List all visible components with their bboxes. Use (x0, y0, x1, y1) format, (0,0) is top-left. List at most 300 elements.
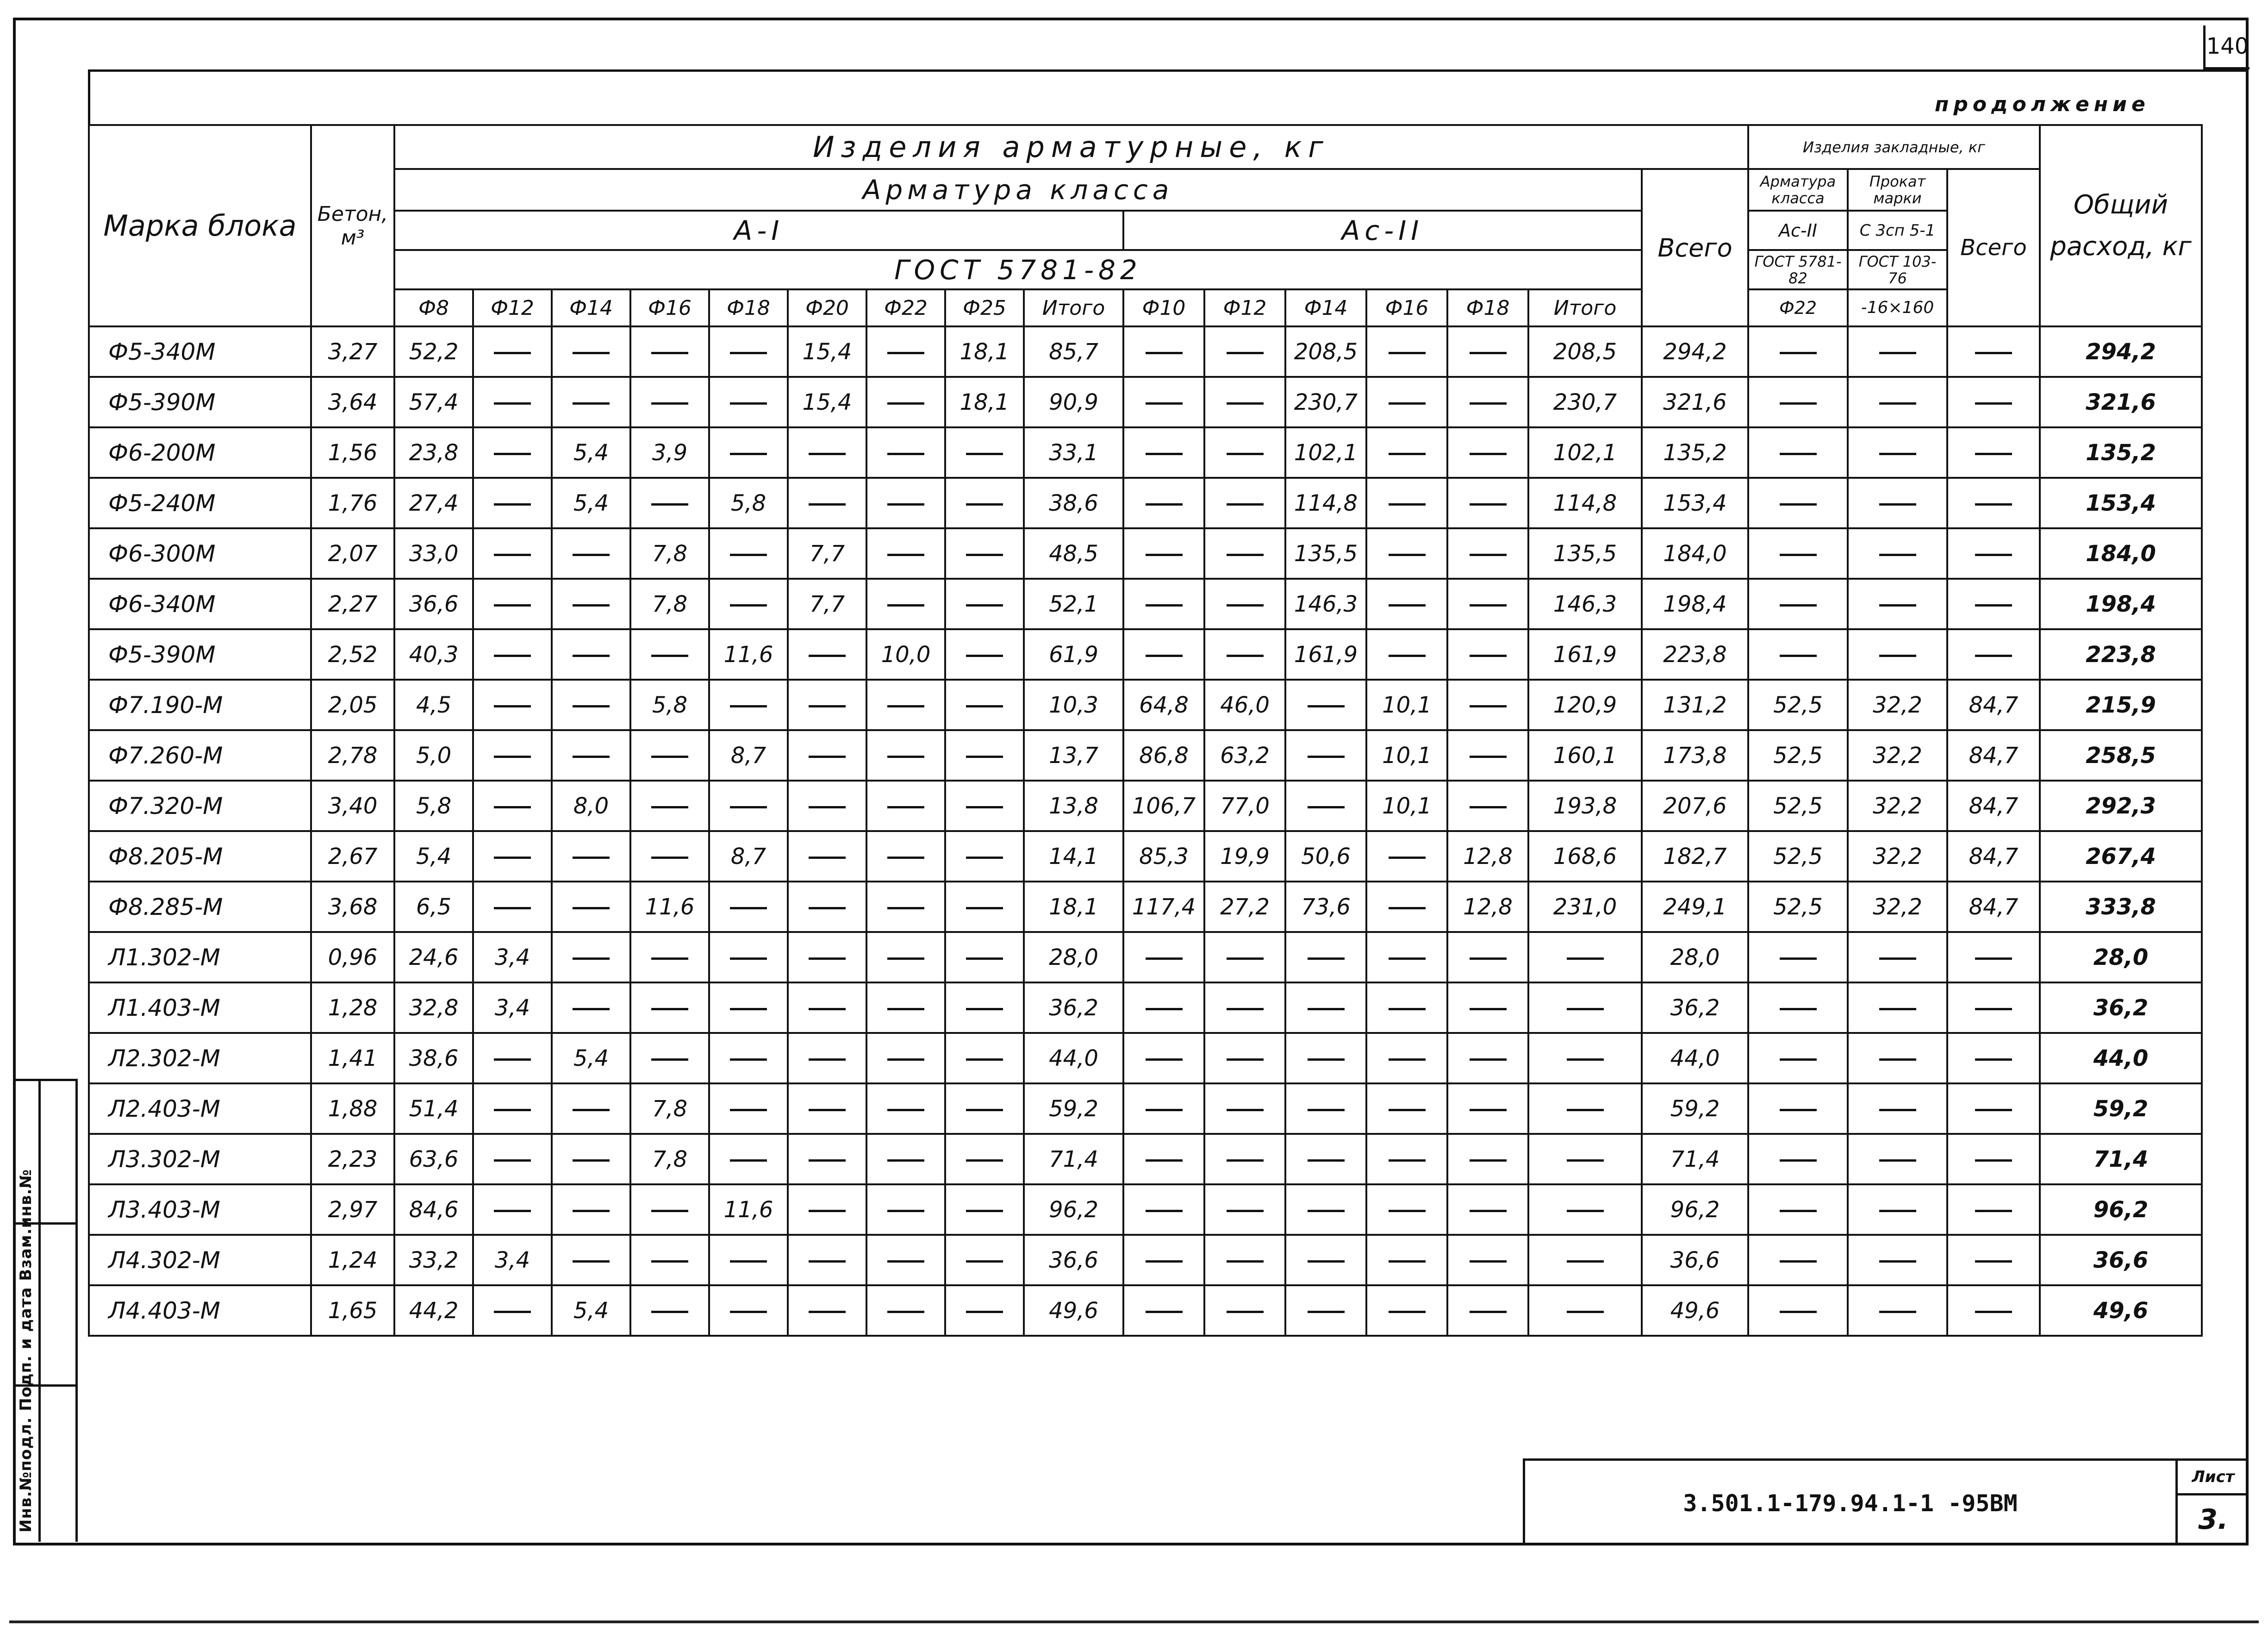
a1-value: 7,7 (788, 579, 866, 629)
a1-subtotal: 61,9 (1024, 629, 1123, 680)
a1-value (473, 326, 552, 377)
a1-value: 40,3 (394, 629, 473, 680)
a2-subtotal: 114,8 (1528, 478, 1642, 528)
rebar-total: 131,2 (1642, 680, 1748, 730)
general-total: 198,4 (2040, 579, 2202, 629)
embedded-value (1748, 1134, 1848, 1184)
a2-value (1447, 781, 1528, 831)
concrete-volume: 1,88 (311, 1083, 394, 1134)
a2-value (1123, 427, 1204, 478)
a1-value (945, 427, 1024, 478)
a2-value: 46,0 (1204, 680, 1285, 730)
empty-dash (730, 1109, 767, 1111)
a1-value (945, 781, 1024, 831)
a1-col-header: Ф12 (473, 289, 552, 326)
a1-value (788, 680, 866, 730)
a1-value: 5,0 (394, 730, 473, 781)
empty-dash (1879, 503, 1916, 506)
empty-dash (809, 453, 846, 455)
empty-dash (1146, 352, 1183, 354)
a2-value: 208,5 (1285, 326, 1366, 377)
concrete-volume: 2,52 (311, 629, 394, 680)
a1-value (866, 1083, 945, 1134)
embedded-value (1848, 579, 1947, 629)
empty-dash (730, 705, 767, 707)
empty-dash (1227, 1109, 1264, 1111)
a1-value (945, 1184, 1024, 1235)
empty-dash (1879, 352, 1916, 354)
empty-dash (730, 907, 767, 909)
empty-dash (966, 503, 1003, 506)
table-row (89, 1033, 2202, 1083)
a2-value (1204, 1235, 1285, 1285)
block-mark: Л4.302-М (89, 1235, 311, 1285)
margin-text: Инв.№подл. Подп. и дата Взам.инв.№ (17, 1169, 35, 1533)
a1-value (552, 680, 630, 730)
embedded-value: 84,7 (1947, 730, 2040, 781)
general-total: 292,3 (2040, 781, 2202, 831)
emb-rolled-sub: С 3сп 5-1 (1848, 211, 1947, 250)
a2-subtotal (1528, 1235, 1642, 1285)
empty-dash (887, 1260, 924, 1263)
empty-dash (494, 806, 531, 808)
rebar-total: 294,2 (1642, 326, 1748, 377)
empty-dash (1470, 554, 1507, 556)
empty-dash (1470, 1008, 1507, 1010)
a1-value (945, 831, 1024, 882)
a1-value (473, 730, 552, 781)
a2-subtotal (1528, 932, 1642, 982)
a1-value (788, 781, 866, 831)
embedded-value: 84,7 (1947, 781, 2040, 831)
a2-value (1204, 579, 1285, 629)
a2-value (1447, 326, 1528, 377)
concrete-volume: 0,96 (311, 932, 394, 982)
block-mark: Л1.403-М (89, 982, 311, 1033)
a2-subtotal (1528, 1285, 1642, 1336)
a2-subtotal (1528, 1184, 1642, 1235)
a1-value (552, 1134, 630, 1184)
empty-dash (1389, 1210, 1426, 1212)
table-row (89, 1083, 2202, 1134)
concrete-volume: 2,07 (311, 528, 394, 579)
embedded-value (1947, 982, 2040, 1033)
general-total: 36,6 (2040, 1235, 2202, 1285)
a2-value: 102,1 (1285, 427, 1366, 478)
empty-dash (809, 1058, 846, 1061)
empty-dash (1470, 402, 1507, 405)
embedded-value (1947, 528, 2040, 579)
a1-value: 6,5 (394, 882, 473, 932)
a2-subtotal (1528, 1083, 1642, 1134)
concrete-volume: 2,78 (311, 730, 394, 781)
empty-dash (1567, 1058, 1604, 1061)
rebar-total: 223,8 (1642, 629, 1748, 680)
a1-value: 7,8 (630, 1134, 709, 1184)
a2-value (1366, 629, 1447, 680)
sheet-number: 140 (2203, 25, 2249, 69)
empty-dash (1389, 655, 1426, 657)
a1-value (552, 831, 630, 882)
table-row (89, 680, 2202, 730)
general-total: 135,2 (2040, 427, 2202, 478)
a1-value (788, 1033, 866, 1083)
a1-value: 84,6 (394, 1184, 473, 1235)
a1-value (473, 882, 552, 932)
a1-subtotal: 44,0 (1024, 1033, 1123, 1083)
a1-value (552, 982, 630, 1033)
emb-rolled-gost: ГОСТ 103-76 (1848, 250, 1947, 289)
a1-value (945, 1134, 1024, 1184)
empty-dash (966, 1210, 1003, 1212)
embedded-value (1748, 528, 1848, 579)
a1-col-header: Ф8 (394, 289, 473, 326)
a1-value: 23,8 (394, 427, 473, 478)
col-header-mark: Марка блока (89, 125, 311, 326)
a1-value (473, 1285, 552, 1336)
a2-value: 85,3 (1123, 831, 1204, 882)
empty-dash (730, 806, 767, 808)
a2-value (1204, 982, 1285, 1033)
embedded-value (1748, 1285, 1848, 1336)
table-row (89, 730, 2202, 781)
a1-value (945, 1235, 1024, 1285)
empty-dash (1879, 1109, 1916, 1111)
a1-value (866, 1235, 945, 1285)
empty-dash (1308, 1210, 1345, 1212)
a2-subtotal (1528, 982, 1642, 1033)
a1-value: 5,4 (394, 831, 473, 882)
a1-subtotal: 28,0 (1024, 932, 1123, 982)
rebar-total: 153,4 (1642, 478, 1748, 528)
empty-dash (809, 503, 846, 506)
a2-value (1366, 427, 1447, 478)
concrete-volume: 2,23 (311, 1134, 394, 1184)
empty-dash (730, 1008, 767, 1010)
a2-value (1285, 1285, 1366, 1336)
a2-value: 63,2 (1204, 730, 1285, 781)
empty-dash (809, 655, 846, 657)
empty-dash (494, 1109, 531, 1111)
a2-value: 73,6 (1285, 882, 1366, 932)
general-total: 321,6 (2040, 377, 2202, 427)
empty-dash (1780, 1159, 1817, 1162)
empty-dash (1227, 503, 1264, 506)
a2-col-header: Ф10 (1123, 289, 1204, 326)
a1-value (630, 982, 709, 1033)
a2-value (1366, 1033, 1447, 1083)
a2-value: 86,8 (1123, 730, 1204, 781)
empty-dash (887, 554, 924, 556)
rebar-total: 173,8 (1642, 730, 1748, 781)
a1-value: 15,4 (788, 377, 866, 427)
a1-col-header: Ф20 (788, 289, 866, 326)
block-mark: Л3.302-М (89, 1134, 311, 1184)
a1-subtotal: 13,7 (1024, 730, 1123, 781)
a1-value (473, 478, 552, 528)
empty-dash (1227, 1210, 1264, 1212)
a2-subtotal: 231,0 (1528, 882, 1642, 932)
a1-value: 32,8 (394, 982, 473, 1033)
embedded-value (1848, 629, 1947, 680)
empty-dash (1879, 1008, 1916, 1010)
concrete-volume: 1,28 (311, 982, 394, 1033)
rebar-class-header: Арматура класса (394, 169, 1642, 211)
rebar-products-header: Изделия арматурные, кг (394, 125, 1748, 169)
a1-value (473, 680, 552, 730)
a1-value: 5,4 (552, 1285, 630, 1336)
rebar-total: 44,0 (1642, 1033, 1748, 1083)
a1-value (709, 982, 788, 1033)
empty-dash (1470, 453, 1507, 455)
a1-value (866, 932, 945, 982)
a1-value (552, 730, 630, 781)
empty-dash (1389, 857, 1426, 859)
a1-value (788, 427, 866, 478)
a2-value: 230,7 (1285, 377, 1366, 427)
a1-value (709, 781, 788, 831)
empty-dash (1146, 1260, 1183, 1263)
empty-dash (1146, 1311, 1183, 1313)
a1-col-header: Ф14 (552, 289, 630, 326)
a1-value (788, 882, 866, 932)
empty-dash (1146, 1210, 1183, 1212)
col-header-general: Общий расход, кг (2040, 125, 2202, 326)
a2-value (1447, 528, 1528, 579)
continuation-label: продолжение (1935, 93, 2150, 116)
a1-value (866, 982, 945, 1033)
embedded-value (1947, 478, 2040, 528)
block-mark: Л2.403-М (89, 1083, 311, 1134)
empty-dash (1146, 604, 1183, 607)
a1-value: 7,8 (630, 1083, 709, 1134)
a2-value (1366, 377, 1447, 427)
a1-value (630, 1235, 709, 1285)
a2-value (1285, 1134, 1366, 1184)
a1-value (709, 1285, 788, 1336)
empty-dash (494, 1210, 531, 1212)
a2-value: 64,8 (1123, 680, 1204, 730)
class-a2-header: Ас-II (1123, 211, 1642, 250)
empty-dash (1780, 554, 1817, 556)
a1-subtotal: 36,6 (1024, 1235, 1123, 1285)
emb-rebar-gost: ГОСТ 5781-82 (1748, 250, 1848, 289)
general-total: 153,4 (2040, 478, 2202, 528)
empty-dash (494, 1159, 531, 1162)
empty-dash (887, 453, 924, 455)
a1-subtotal: 90,9 (1024, 377, 1123, 427)
a1-value (473, 528, 552, 579)
a1-subtotal: 36,2 (1024, 982, 1123, 1033)
a1-value (552, 528, 630, 579)
empty-dash (1975, 957, 2012, 960)
empty-dash (1389, 402, 1426, 405)
embedded-value (1947, 932, 2040, 982)
empty-dash (887, 1058, 924, 1061)
a1-value (945, 680, 1024, 730)
a1-value (866, 730, 945, 781)
empty-dash (573, 907, 610, 909)
a2-value: 10,1 (1366, 730, 1447, 781)
empty-dash (1227, 957, 1264, 960)
embedded-value (1947, 1235, 2040, 1285)
empty-dash (1389, 1008, 1426, 1010)
a2-value (1123, 982, 1204, 1033)
empty-dash (1389, 957, 1426, 960)
table-row (89, 1134, 2202, 1184)
general-total: 44,0 (2040, 1033, 2202, 1083)
empty-dash (1146, 957, 1183, 960)
empty-dash (966, 1008, 1003, 1010)
embedded-value (1748, 377, 1848, 427)
concrete-volume: 2,67 (311, 831, 394, 882)
embedded-value (1947, 377, 2040, 427)
a2-subtotal: 230,7 (1528, 377, 1642, 427)
table-row (89, 831, 2202, 882)
empty-dash (1146, 503, 1183, 506)
empty-dash (1146, 655, 1183, 657)
empty-dash (1879, 453, 1916, 455)
a1-value: 7,8 (630, 528, 709, 579)
a1-subtotal: 52,1 (1024, 579, 1123, 629)
block-mark: Ф8.285-М (89, 882, 311, 932)
a2-col-header: Ф18 (1447, 289, 1528, 326)
empty-dash (494, 1058, 531, 1061)
concrete-volume: 1,65 (311, 1285, 394, 1336)
embedded-value (1848, 932, 1947, 982)
a1-value: 27,4 (394, 478, 473, 528)
a1-value (473, 579, 552, 629)
empty-dash (1879, 604, 1916, 607)
embedded-value (1848, 1033, 1947, 1083)
sheet-value: 3. (2198, 1503, 2228, 1536)
a2-subtotal: 135,5 (1528, 528, 1642, 579)
empty-dash (1227, 1311, 1264, 1313)
a2-col-header: Ф14 (1285, 289, 1366, 326)
empty-dash (1308, 1260, 1345, 1263)
a1-value (945, 730, 1024, 781)
a2-value (1123, 377, 1204, 427)
a2-value (1204, 377, 1285, 427)
a1-value (788, 1235, 866, 1285)
embedded-value (1748, 326, 1848, 377)
empty-dash (1780, 1210, 1817, 1212)
a2-value (1366, 1083, 1447, 1134)
empty-dash (1227, 1058, 1264, 1061)
empty-dash (809, 1109, 846, 1111)
empty-dash (1470, 705, 1507, 707)
a1-value: 18,1 (945, 326, 1024, 377)
empty-dash (1470, 1109, 1507, 1111)
a2-value: 12,8 (1447, 831, 1528, 882)
a1-value: 5,8 (709, 478, 788, 528)
a1-value: 11,6 (630, 882, 709, 932)
a1-value (473, 427, 552, 478)
a1-value: 8,7 (709, 730, 788, 781)
empty-dash (1146, 1058, 1183, 1061)
embedded-value: 52,5 (1748, 730, 1848, 781)
empty-dash (651, 1008, 688, 1010)
a1-value: 10,0 (866, 629, 945, 680)
a1-value (866, 781, 945, 831)
empty-dash (887, 402, 924, 405)
empty-dash (1780, 1311, 1817, 1313)
a1-value: 52,2 (394, 326, 473, 377)
a1-value (473, 1184, 552, 1235)
a2-value (1285, 1083, 1366, 1134)
embedded-value (1748, 629, 1848, 680)
a2-value (1285, 1033, 1366, 1083)
a2-value (1447, 579, 1528, 629)
table-row (89, 579, 2202, 629)
empty-dash (887, 806, 924, 808)
empty-dash (1389, 453, 1426, 455)
empty-dash (573, 1210, 610, 1212)
margin-cell (13, 1079, 78, 1222)
embedded-value: 84,7 (1947, 680, 2040, 730)
empty-dash (1975, 604, 2012, 607)
a2-col-header: Ф12 (1204, 289, 1285, 326)
empty-dash (573, 604, 610, 607)
empty-dash (1879, 1210, 1916, 1212)
empty-dash (1780, 1058, 1817, 1061)
block-mark: Ф5-390М (89, 377, 311, 427)
concrete-volume: 2,97 (311, 1184, 394, 1235)
a2-value (1447, 1033, 1528, 1083)
empty-dash (1146, 402, 1183, 405)
embedded-value: 32,2 (1848, 882, 1947, 932)
empty-dash (1146, 554, 1183, 556)
a1-value (630, 781, 709, 831)
embedded-value: 52,5 (1748, 831, 1848, 882)
empty-dash (494, 756, 531, 758)
empty-dash (1780, 1109, 1817, 1111)
a2-value (1123, 1235, 1204, 1285)
a1-value (630, 831, 709, 882)
a1-value (866, 1184, 945, 1235)
empty-dash (1567, 957, 1604, 960)
a1-col-header: Ф25 (945, 289, 1024, 326)
a1-value: 3,4 (473, 982, 552, 1033)
a1-value (630, 1285, 709, 1336)
a1-subtotal: 18,1 (1024, 882, 1123, 932)
a1-value (552, 1184, 630, 1235)
embedded-value (1848, 1285, 1947, 1336)
empty-dash (1227, 1008, 1264, 1010)
empty-dash (494, 352, 531, 354)
table-row (89, 781, 2202, 831)
empty-dash (651, 957, 688, 960)
empty-dash (887, 705, 924, 707)
general-total: 294,2 (2040, 326, 2202, 377)
embedded-value (1748, 427, 1848, 478)
a2-value (1447, 1235, 1528, 1285)
empty-dash (1389, 554, 1426, 556)
a1-value (788, 629, 866, 680)
empty-dash (1389, 907, 1426, 909)
empty-dash (1227, 1260, 1264, 1263)
a1-value: 36,6 (394, 579, 473, 629)
embedded-value (1848, 427, 1947, 478)
empty-dash (1470, 352, 1507, 354)
embedded-value (1848, 1235, 1947, 1285)
table-row (89, 1235, 2202, 1285)
empty-dash (573, 957, 610, 960)
empty-dash (573, 352, 610, 354)
a1-value (945, 1083, 1024, 1134)
a1-value (630, 326, 709, 377)
empty-dash (1975, 1109, 2012, 1111)
